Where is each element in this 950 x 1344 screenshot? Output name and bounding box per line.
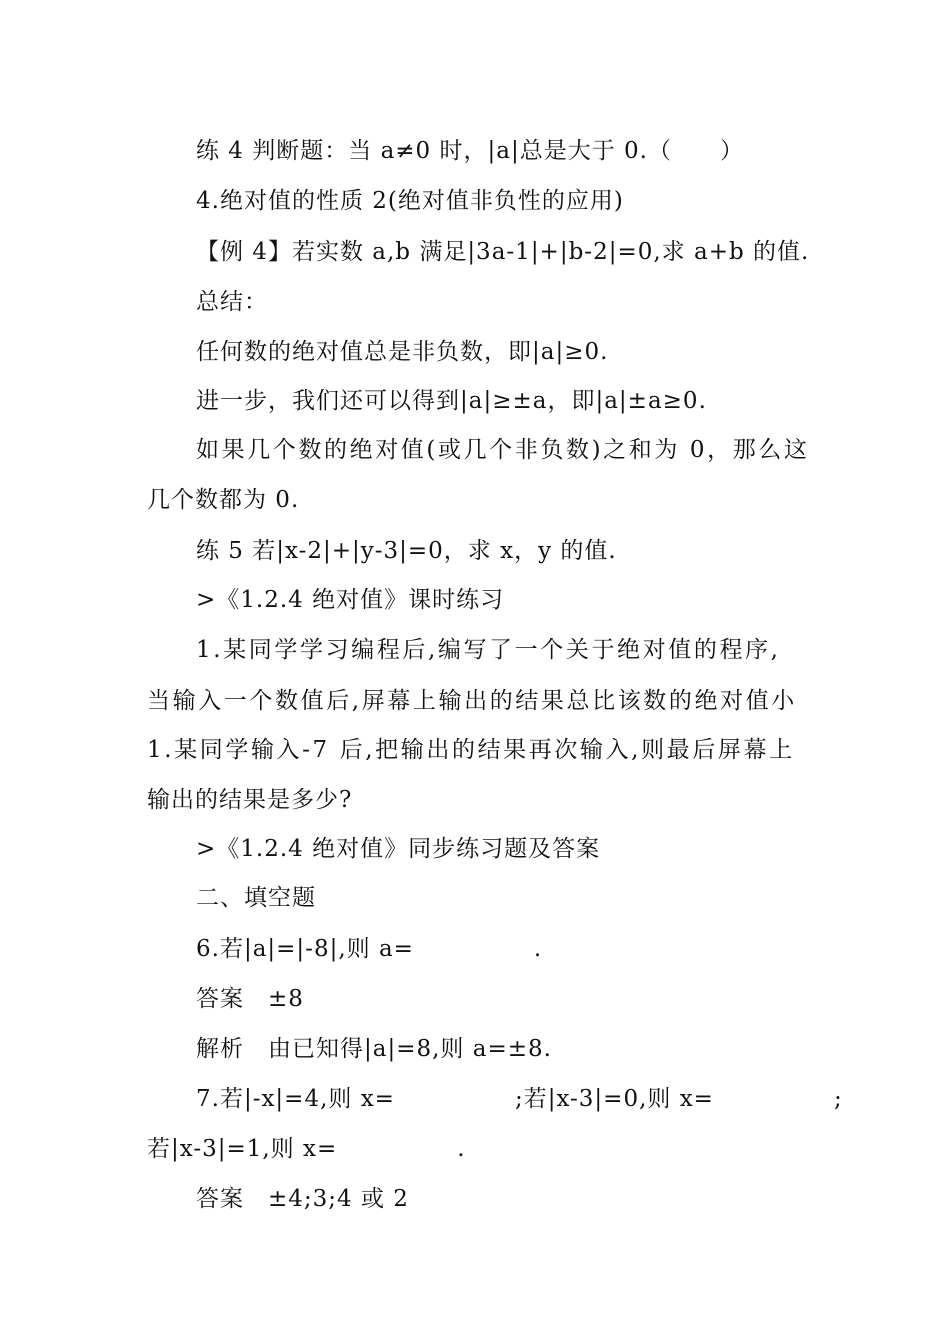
question-6: 6.若|a|=|-8|,则 a= .	[196, 936, 543, 962]
fill-in-blank-heading: 二、填空题	[196, 885, 316, 911]
problem-1-line-4: 输出的结果是多少?	[147, 787, 353, 813]
question-7-line-2: 若|x-3|=1,则 x= .	[147, 1136, 466, 1162]
answer-6: 答案 ±8	[196, 986, 304, 1012]
section-link-sync-exercises: >《1.2.4 绝对值》同步练习题及答案	[196, 836, 601, 862]
exercise-4-judgment: 练 4 判断题：当 a≠0 时，|a|总是大于 0.（ ）	[196, 138, 744, 164]
problem-1-line-3: 1.某同学输入-7 后,把输出的结果再次输入,则最后屏幕上	[147, 737, 795, 763]
question-7-line-1: 7.若|-x|=4,则 x= ;若|x-3|=0,则 x= ;	[196, 1086, 843, 1112]
exercise-5: 练 5 若|x-2|+|y-3|=0，求 x，y 的值.	[196, 538, 617, 564]
problem-1-line-2: 当输入一个数值后,屏幕上输出的结果总比该数的绝对值小	[147, 688, 797, 714]
summary-line-3-cont: 几个数都为 0.	[147, 487, 300, 513]
summary-line-2: 进一步，我们还可以得到|a|≥±a，即|a|±a≥0.	[196, 388, 707, 414]
summary-line-1: 任何数的绝对值总是非负数，即|a|≥0.	[196, 339, 609, 365]
problem-1-line-1: 1.某同学学习编程后,编写了一个关于绝对值的程序,	[196, 637, 781, 663]
section-link-class-practice: >《1.2.4 绝对值》课时练习	[196, 587, 505, 613]
analysis-6: 解析 由已知得|a|=8,则 a=±8.	[196, 1036, 552, 1062]
section-heading-property-2: 4.绝对值的性质 2(绝对值非负性的应用)	[196, 188, 624, 214]
answer-7: 答案 ±4;3;4 或 2	[196, 1186, 409, 1212]
example-4: 【例 4】若实数 a,b 满足|3a-1|+|b-2|=0,求 a+b 的值.	[196, 239, 810, 265]
summary-heading: 总结：	[196, 289, 268, 315]
summary-line-3: 如果几个数的绝对值(或几个非负数)之和为 0，那么这	[196, 437, 810, 463]
